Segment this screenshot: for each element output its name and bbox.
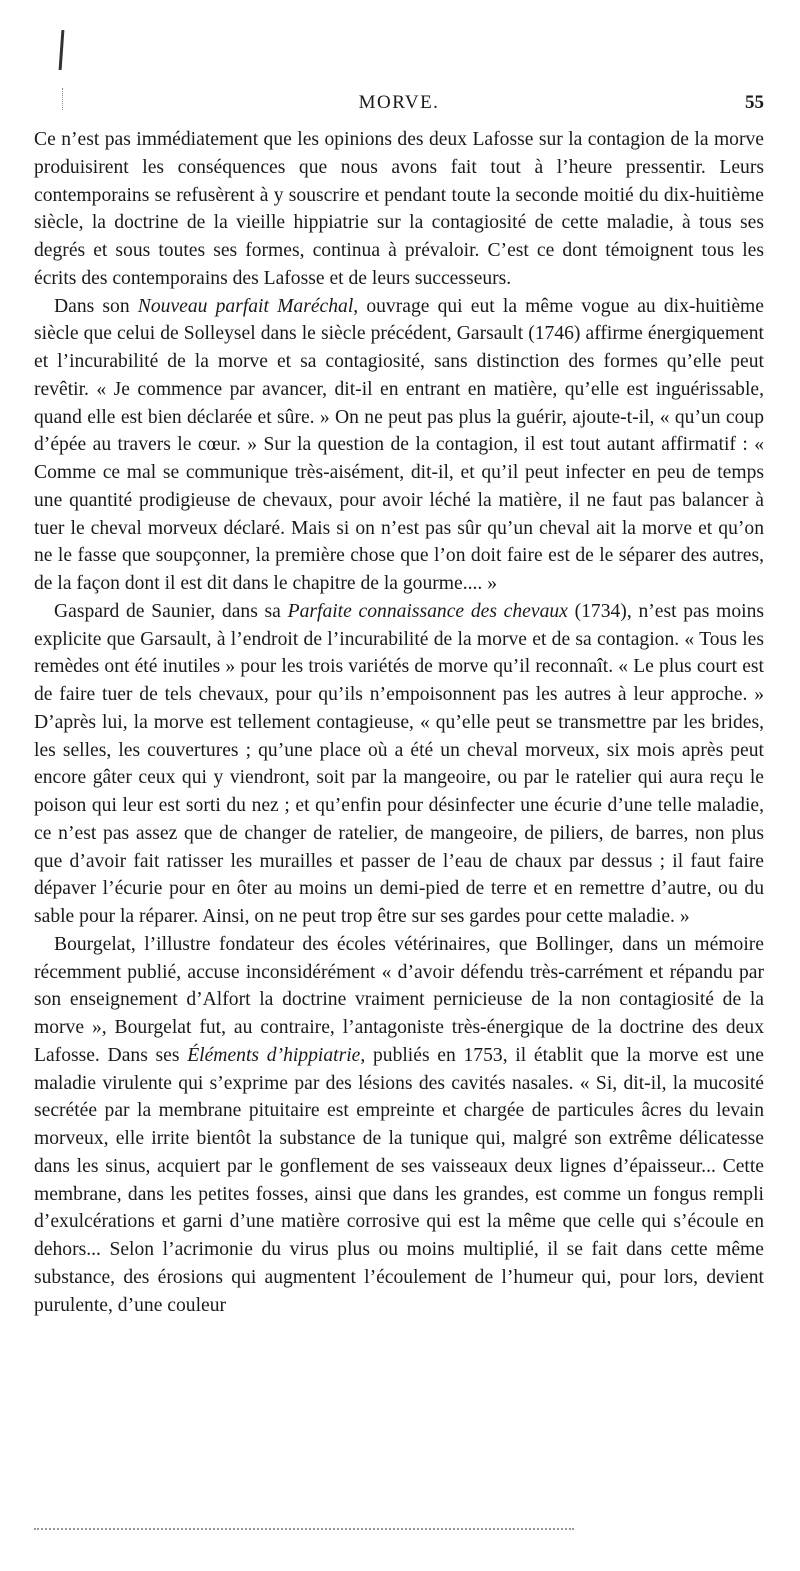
paragraph bbox=[34, 598, 764, 931]
paragraph bbox=[34, 931, 764, 1320]
paragraph bbox=[34, 126, 764, 293]
paragraph-text: Bourgelat, l’illustre fondateur des écoles vétérinaires, que Bollinger, dans un mémoire récemment publié, accuse inconsidérément « d’avoir défendu très-carrément et répandu par son enseignement d’Alfort la doctrine vraiment pernicieuse de la non contagiosité de la morve », Bourgelat fut, au contraire, l’antagoniste très-énergique de la doctrine des deux Lafosse. Dans ses bbox=[34, 933, 764, 1066]
scan-noise-line bbox=[34, 1528, 574, 1532]
paragraph-text: , publiés en 1753, il établit que la morve est une maladie virulente qui s’exprime par des lésions des cavités nasales. « Si, dit-il, la mucosité secrétée par la membrane pituitaire est empreinte et chargée de particules âcres du levain morveux, elle irrite bientôt la substance de la tunique qui, malgré son extrême délicatesse dans les sinus, acquiert par le gonflement de ses vaisseaux deux lignes d’épaisseur... Cette membrane, dans les petites fosses, ainsi que dans les grandes, est comme un fongus rempli d’exulcérations et garni d’une matière corrosive qui est la même que celle qui s’écoule en dehors... Selon l’acrimonie du virus plus ou moins multiplié, il se fait dans cette même substance, des érosions qui augmentent l’écoulement de l’humeur qui, pour lors, devient purulente, d’une couleur bbox=[34, 1044, 764, 1316]
running-title: MORVE. bbox=[358, 92, 440, 113]
paragraph-text: Dans son bbox=[54, 295, 138, 317]
paragraph-text: Gaspard de Saunier, dans sa bbox=[54, 600, 288, 622]
paragraph-text: (1734), n’est pas moins explicite que Garsault, à l’endroit de l’incurabilité de la morve et de sa contagion. « Tous les remèdes ont été inutiles » pour les trois variétés de morve qu’il reconnaît. « Le plus court est de faire tuer de tels chevaux, pour qu’ils n’empoisonnent pas les autres à leur approche. » D’après lui, la morve est tellement contagieuse, « qu’elle peut se transmettre par les brides, les selles, les couvertures ; qu’une place où a été un cheval morveux, six mois après peut encore gâter ceux qui y viendront, soit par la mangeoire, ou par le ratelier qui aura reçu le poison qui leur est sorti du nez ; et qu’enfin pour désinfecter une écurie d’une telle maladie, ce n’est pas assez que de changer de ratelier, de mangeoire, de piliers, de barres, non plus que d’avoir fait ratisser les murailles et passer de l’eau de chaux par dessus ; il faut faire dépaver l’écurie pour en ôter au moins un demi-pied de terre et en remettre d’autre, ou du sable pour la réparer. Ainsi, on ne peut trop être sur ses gardes pour cette maladie. » bbox=[34, 600, 764, 927]
margin-ink-mark bbox=[59, 30, 65, 70]
book-title: Éléments d’hippiatrie bbox=[187, 1044, 361, 1066]
book-title: Nouveau parfait Maréchal bbox=[137, 295, 354, 317]
page-number: 55 bbox=[745, 92, 764, 113]
body-text bbox=[34, 126, 764, 1319]
book-title: Parfaite connaissance des chevaux bbox=[287, 600, 568, 622]
paragraph bbox=[34, 293, 764, 598]
paragraph-text: , ouvrage qui eut la même vogue au dix-huitième siècle que celui de Solleysel dans le siècle précédent, Garsault (1746) affirme énergiquement et l’incurabilité de la morve et sa contagiosité, sans distinction des formes qu’elle peut revêtir. « Je commence par avancer, dit-il en entrant en matière, qu’elle est inguérissable, quand elle est bien déclarée et sûre. » On ne peut pas plus la guérir, ajoute-t-il, « qu’un coup d’épée au travers le cœur. » Sur la question de la contagion, il est tout autant affirmatif : « Comme ce mal se communique très-aisément, dit-il, et qu’il peut infecter en peu de temps une quantité prodigieuse de chevaux, pour avoir léché la matière, il ne faut pas balancer à tuer le cheval morveux déclaré. Mais si on n’est pas sûr qu’un cheval ait la morve et qu’on ne le fasse que soupçonner, la première chose que l’on doit faire est de le séparer des autres, de la façon dont il est dit dans le chapitre de la gourme.... » bbox=[34, 295, 764, 594]
paragraph-text: Ce n’est pas immédiatement que les opinions des deux Lafosse sur la contagion de la morve produisirent les conséquences que nous avons fait tout à l’heure pressentir. Leurs contemporains se refusèrent à y souscrire et pendant toute la seconde moitié du dix-huitième siècle, la doctrine de la vieille hippiatrie sur la contagiosité de cette maladie, à tous ses degrés et sous toutes ses formes, continua à prévaloir. C’est ce dont témoignent tous les écrits des contemporains des Lafosse et de leurs successeurs. bbox=[34, 129, 764, 289]
page-header bbox=[34, 88, 764, 118]
